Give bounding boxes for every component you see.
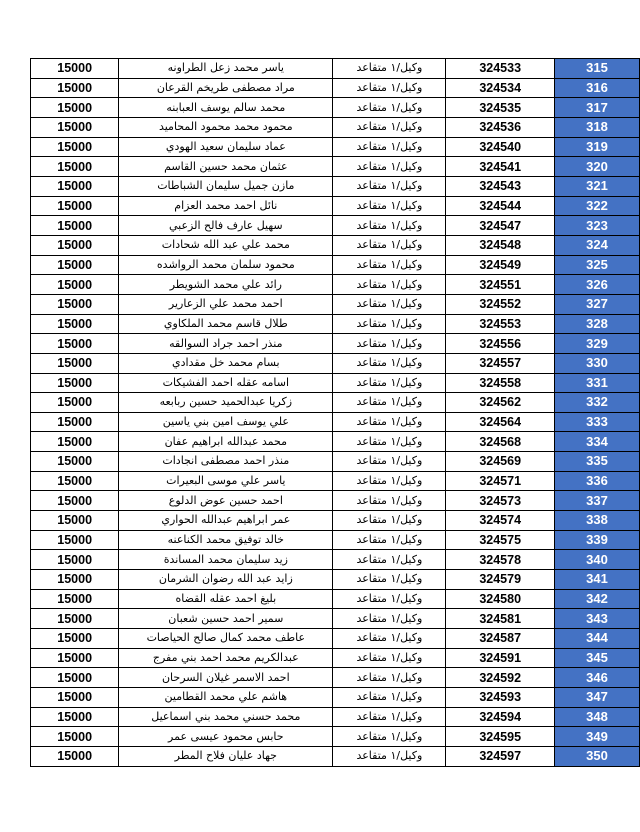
row-index-cell: 333 [554, 412, 639, 432]
row-index-cell: 326 [554, 275, 639, 295]
row-index-cell: 315 [554, 59, 639, 79]
row-index-cell: 342 [554, 589, 639, 609]
military-number-cell: 324597 [446, 746, 555, 766]
table-row [31, 707, 640, 727]
military-number-cell: 324568 [446, 432, 555, 452]
full-name-cell: بسام محمد خل مقدادي [119, 353, 333, 373]
amount-cell: 15000 [31, 550, 119, 570]
full-name-cell: علي يوسف امين بني ياسين [119, 412, 333, 432]
row-index-cell: 339 [554, 530, 639, 550]
amount-cell: 15000 [31, 373, 119, 393]
rank-status-cell: وكيل/١ متقاعد [333, 452, 446, 472]
full-name-cell: محمد عبدالله ابراهيم عفان [119, 432, 333, 452]
full-name-cell: بليغ احمد عقله القضاه [119, 589, 333, 609]
amount-cell: 15000 [31, 688, 119, 708]
row-index-cell: 325 [554, 255, 639, 275]
rank-status-cell: وكيل/١ متقاعد [333, 550, 446, 570]
full-name-cell: محمود محمد محمود المحاميد [119, 117, 333, 137]
military-number-cell: 324535 [446, 98, 555, 118]
row-index-cell: 318 [554, 117, 639, 137]
row-index-cell: 335 [554, 452, 639, 472]
full-name-cell: محمد علي عبد الله شحادات [119, 235, 333, 255]
row-index-cell: 347 [554, 688, 639, 708]
amount-cell: 15000 [31, 432, 119, 452]
amount-cell: 15000 [31, 157, 119, 177]
row-index-cell: 344 [554, 629, 639, 649]
rank-status-cell: وكيل/١ متقاعد [333, 530, 446, 550]
table-row [31, 530, 640, 550]
rank-status-cell: وكيل/١ متقاعد [333, 432, 446, 452]
rank-status-cell: وكيل/١ متقاعد [333, 59, 446, 79]
table-row [31, 570, 640, 590]
table-row [31, 589, 640, 609]
row-index-cell: 348 [554, 707, 639, 727]
table-row [31, 334, 640, 354]
military-number-cell: 324540 [446, 137, 555, 157]
row-index-cell: 321 [554, 176, 639, 196]
table-row [31, 668, 640, 688]
rank-status-cell: وكيل/١ متقاعد [333, 570, 446, 590]
table-row [31, 275, 640, 295]
row-index-cell: 340 [554, 550, 639, 570]
table-row [31, 78, 640, 98]
amount-cell: 15000 [31, 471, 119, 491]
full-name-cell: هاشم علي محمد القطامين [119, 688, 333, 708]
amount-cell: 15000 [31, 137, 119, 157]
full-name-cell: محمد سالم يوسف العبابنه [119, 98, 333, 118]
table-row [31, 609, 640, 629]
table-row [31, 550, 640, 570]
rank-status-cell: وكيل/١ متقاعد [333, 746, 446, 766]
table-row [31, 432, 640, 452]
amount-cell: 15000 [31, 334, 119, 354]
table-row [31, 294, 640, 314]
row-index-cell: 334 [554, 432, 639, 452]
amount-cell: 15000 [31, 629, 119, 649]
full-name-cell: طلال قاسم محمد الملكاوي [119, 314, 333, 334]
military-number-cell: 324593 [446, 688, 555, 708]
amount-cell: 15000 [31, 216, 119, 236]
table-row [31, 235, 640, 255]
full-name-cell: احمد الاسمر غيلان السرحان [119, 668, 333, 688]
military-number-cell: 324533 [446, 59, 555, 79]
military-number-cell: 324573 [446, 491, 555, 511]
rank-status-cell: وكيل/١ متقاعد [333, 412, 446, 432]
table-row [31, 98, 640, 118]
rank-status-cell: وكيل/١ متقاعد [333, 393, 446, 413]
rank-status-cell: وكيل/١ متقاعد [333, 78, 446, 98]
table-row [31, 117, 640, 137]
row-index-cell: 346 [554, 668, 639, 688]
row-index-cell: 327 [554, 294, 639, 314]
row-index-cell: 316 [554, 78, 639, 98]
full-name-cell: عمر ابراهيم عبدالله الحواري [119, 511, 333, 531]
rank-status-cell: وكيل/١ متقاعد [333, 353, 446, 373]
row-index-cell: 324 [554, 235, 639, 255]
table-row [31, 688, 640, 708]
full-name-cell: جهاد عليان فلاح المطر [119, 746, 333, 766]
military-number-cell: 324543 [446, 176, 555, 196]
rank-status-cell: وكيل/١ متقاعد [333, 688, 446, 708]
military-number-cell: 324553 [446, 314, 555, 334]
military-number-cell: 324591 [446, 648, 555, 668]
amount-cell: 15000 [31, 746, 119, 766]
rank-status-cell: وكيل/١ متقاعد [333, 157, 446, 177]
rank-status-cell: وكيل/١ متقاعد [333, 707, 446, 727]
table-row [31, 648, 640, 668]
table-row [31, 157, 640, 177]
military-number-cell: 324549 [446, 255, 555, 275]
full-name-cell: عثمان محمد حسين القاسم [119, 157, 333, 177]
military-number-cell: 324534 [446, 78, 555, 98]
amount-cell: 15000 [31, 393, 119, 413]
military-number-cell: 324564 [446, 412, 555, 432]
military-number-cell: 324587 [446, 629, 555, 649]
full-name-cell: مراد مصطفى طريخم القرعان [119, 78, 333, 98]
rank-status-cell: وكيل/١ متقاعد [333, 727, 446, 747]
row-index-cell: 349 [554, 727, 639, 747]
full-name-cell: احمد محمد علي الزعارير [119, 294, 333, 314]
row-index-cell: 329 [554, 334, 639, 354]
amount-cell: 15000 [31, 491, 119, 511]
row-index-cell: 322 [554, 196, 639, 216]
military-number-cell: 324556 [446, 334, 555, 354]
full-name-cell: ياسر محمد زعل الطراونه [119, 59, 333, 79]
amount-cell: 15000 [31, 412, 119, 432]
military-number-cell: 324548 [446, 235, 555, 255]
full-name-cell: عماد سليمان سعيد الهودي [119, 137, 333, 157]
row-index-cell: 350 [554, 746, 639, 766]
table-row [31, 255, 640, 275]
military-number-cell: 324574 [446, 511, 555, 531]
rank-status-cell: وكيل/١ متقاعد [333, 314, 446, 334]
amount-cell: 15000 [31, 314, 119, 334]
amount-cell: 15000 [31, 117, 119, 137]
full-name-cell: سهيل عارف فالح الزعبي [119, 216, 333, 236]
rank-status-cell: وكيل/١ متقاعد [333, 491, 446, 511]
rank-status-cell: وكيل/١ متقاعد [333, 137, 446, 157]
rank-status-cell: وكيل/١ متقاعد [333, 196, 446, 216]
full-name-cell: رائد علي محمد الشويطر [119, 275, 333, 295]
table-row [31, 353, 640, 373]
row-index-cell: 341 [554, 570, 639, 590]
amount-cell: 15000 [31, 570, 119, 590]
rank-status-cell: وكيل/١ متقاعد [333, 668, 446, 688]
row-index-cell: 330 [554, 353, 639, 373]
row-index-cell: 331 [554, 373, 639, 393]
rank-status-cell: وكيل/١ متقاعد [333, 176, 446, 196]
military-number-cell: 324562 [446, 393, 555, 413]
table-row [31, 196, 640, 216]
full-name-cell: خالد توفيق محمد الكناعنه [119, 530, 333, 550]
row-index-cell: 328 [554, 314, 639, 334]
rank-status-cell: وكيل/١ متقاعد [333, 648, 446, 668]
military-number-cell: 324571 [446, 471, 555, 491]
full-name-cell: ياسر علي موسى البعيرات [119, 471, 333, 491]
amount-cell: 15000 [31, 648, 119, 668]
military-number-cell: 324536 [446, 117, 555, 137]
row-index-cell: 345 [554, 648, 639, 668]
military-number-cell: 324558 [446, 373, 555, 393]
full-name-cell: عاطف محمد كمال صالح الحياصات [119, 629, 333, 649]
rank-status-cell: وكيل/١ متقاعد [333, 235, 446, 255]
full-name-cell: زكريا عبدالحميد حسين ربابعه [119, 393, 333, 413]
full-name-cell: اسامه عقله احمد الفشيكات [119, 373, 333, 393]
amount-cell: 15000 [31, 275, 119, 295]
full-name-cell: زايد عبد الله رضوان الشرمان [119, 570, 333, 590]
rank-status-cell: وكيل/١ متقاعد [333, 609, 446, 629]
full-name-cell: حابس محمود عيسى عمر [119, 727, 333, 747]
row-index-cell: 337 [554, 491, 639, 511]
table-row [31, 412, 640, 432]
table-row [31, 216, 640, 236]
full-name-cell: زيد سليمان محمد المساندة [119, 550, 333, 570]
full-name-cell: محمد حسني محمد بني اسماعيل [119, 707, 333, 727]
table-row [31, 176, 640, 196]
amount-cell: 15000 [31, 235, 119, 255]
full-name-cell: عبدالكريم محمد احمد بني مفرج [119, 648, 333, 668]
military-number-cell: 324579 [446, 570, 555, 590]
full-name-cell: مازن جميل سليمان الشباطات [119, 176, 333, 196]
military-number-cell: 324578 [446, 550, 555, 570]
full-name-cell: نائل احمد محمد العزام [119, 196, 333, 216]
table-row [31, 314, 640, 334]
military-number-cell: 324552 [446, 294, 555, 314]
military-number-cell: 324581 [446, 609, 555, 629]
row-index-cell: 323 [554, 216, 639, 236]
military-number-cell: 324594 [446, 707, 555, 727]
table-row [31, 137, 640, 157]
full-name-cell: احمد حسين عوض الدلوع [119, 491, 333, 511]
rank-status-cell: وكيل/١ متقاعد [333, 98, 446, 118]
row-index-cell: 336 [554, 471, 639, 491]
row-index-cell: 317 [554, 98, 639, 118]
rank-status-cell: وكيل/١ متقاعد [333, 471, 446, 491]
table-row [31, 746, 640, 766]
full-name-cell: محمود سلمان محمد الرواشده [119, 255, 333, 275]
military-number-cell: 324575 [446, 530, 555, 550]
amount-cell: 15000 [31, 78, 119, 98]
amount-cell: 15000 [31, 707, 119, 727]
personnel-table [30, 58, 640, 767]
rank-status-cell: وكيل/١ متقاعد [333, 117, 446, 137]
table-row [31, 373, 640, 393]
amount-cell: 15000 [31, 98, 119, 118]
amount-cell: 15000 [31, 59, 119, 79]
full-name-cell: منذر احمد جراد السوالقه [119, 334, 333, 354]
full-name-cell: سمير احمد حسين شعبان [119, 609, 333, 629]
rank-status-cell: وكيل/١ متقاعد [333, 275, 446, 295]
military-number-cell: 324569 [446, 452, 555, 472]
row-index-cell: 343 [554, 609, 639, 629]
rank-status-cell: وكيل/١ متقاعد [333, 255, 446, 275]
table-row [31, 491, 640, 511]
table-row [31, 727, 640, 747]
amount-cell: 15000 [31, 353, 119, 373]
amount-cell: 15000 [31, 589, 119, 609]
rank-status-cell: وكيل/١ متقاعد [333, 629, 446, 649]
amount-cell: 15000 [31, 196, 119, 216]
table-row [31, 59, 640, 79]
rank-status-cell: وكيل/١ متقاعد [333, 334, 446, 354]
amount-cell: 15000 [31, 255, 119, 275]
military-number-cell: 324557 [446, 353, 555, 373]
military-number-cell: 324551 [446, 275, 555, 295]
row-index-cell: 338 [554, 511, 639, 531]
rank-status-cell: وكيل/١ متقاعد [333, 589, 446, 609]
table-row [31, 452, 640, 472]
military-number-cell: 324580 [446, 589, 555, 609]
rank-status-cell: وكيل/١ متقاعد [333, 216, 446, 236]
military-number-cell: 324544 [446, 196, 555, 216]
military-number-cell: 324547 [446, 216, 555, 236]
military-number-cell: 324541 [446, 157, 555, 177]
amount-cell: 15000 [31, 609, 119, 629]
military-number-cell: 324592 [446, 668, 555, 688]
rank-status-cell: وكيل/١ متقاعد [333, 373, 446, 393]
row-index-cell: 319 [554, 137, 639, 157]
rank-status-cell: وكيل/١ متقاعد [333, 294, 446, 314]
table-row [31, 393, 640, 413]
table-row [31, 511, 640, 531]
military-number-cell: 324595 [446, 727, 555, 747]
rank-status-cell: وكيل/١ متقاعد [333, 511, 446, 531]
table-body [31, 59, 640, 767]
amount-cell: 15000 [31, 727, 119, 747]
full-name-cell: منذر احمد مصطفى انجادات [119, 452, 333, 472]
amount-cell: 15000 [31, 530, 119, 550]
amount-cell: 15000 [31, 511, 119, 531]
amount-cell: 15000 [31, 176, 119, 196]
amount-cell: 15000 [31, 294, 119, 314]
row-index-cell: 332 [554, 393, 639, 413]
amount-cell: 15000 [31, 668, 119, 688]
row-index-cell: 320 [554, 157, 639, 177]
table-row [31, 471, 640, 491]
table-row [31, 629, 640, 649]
amount-cell: 15000 [31, 452, 119, 472]
